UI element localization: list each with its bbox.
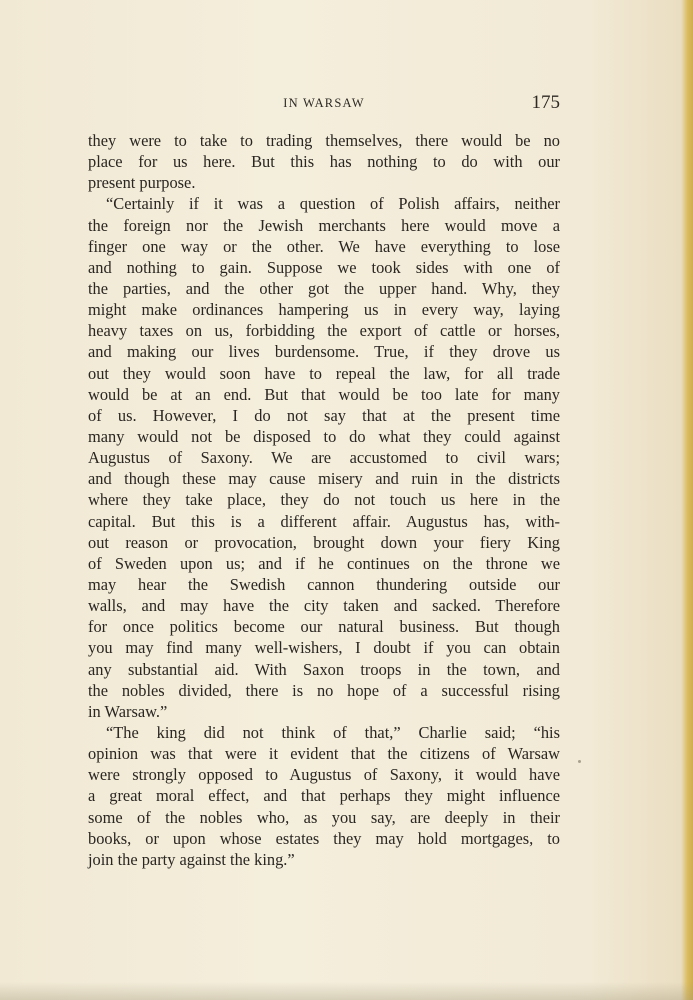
text-line: capital. But this is a different affair. Augustus has, with- — [88, 511, 560, 531]
text-line: a great moral effect, and that perhaps they might influence — [88, 786, 560, 806]
text-line: books, or upon whose estates they may hold mortgages, to — [88, 828, 560, 848]
page-number: 175 — [531, 92, 560, 113]
text-line: might make ordinances hampering us in every way, laying — [88, 300, 560, 320]
text-line: heavy taxes on us, forbidding the export of cattle or horses, — [88, 321, 560, 341]
text-line: finger one way or the other. We have everything to lose — [88, 236, 560, 256]
text-line: “The king did not think of that,” Charlie said; “his — [106, 722, 560, 742]
text-line: would be at an end. But that would be too late for many — [88, 384, 560, 404]
text-line: walls, and may have the city taken and sacked. Therefore — [88, 596, 560, 616]
text-line: out they would soon have to repeal the law, for all trade — [88, 363, 560, 383]
text-line: of Sweden upon us; and if he continues on the throne we — [88, 553, 560, 573]
text-line: where they take place, they do not touch us here in the — [88, 490, 560, 510]
text-line: “Certainly if it was a question of Polish affairs, neither — [106, 194, 560, 214]
text-line: for once politics become our natural business. But though — [88, 617, 560, 637]
text-line: any substantial aid. With Saxon troops in the town, and — [88, 659, 560, 679]
page-edge-gilt — [681, 0, 693, 1000]
text-line: of us. However, I do not say that at the present time — [88, 405, 560, 425]
text-line: join the party against the king.” — [88, 849, 295, 869]
text-line: were strongly opposed to Augustus of Saxony, it would have — [88, 765, 560, 785]
text-line: you may find many well-wishers, I doubt if you can obtain — [88, 638, 560, 658]
text-line: in Warsaw.” — [88, 701, 168, 721]
running-title: IN WARSAW — [283, 96, 365, 110]
page-bottom-shadow — [0, 982, 693, 1000]
text-line: and making our lives burdensome. True, if they drove us — [88, 342, 560, 362]
text-line: out reason or provocation, brought down your fiery King — [88, 532, 560, 552]
text-line: some of the nobles who, as you say, are deeply in their — [88, 807, 560, 827]
text-line: and though these may cause misery and ruin in the districts — [88, 469, 560, 489]
text-line: many would not be disposed to do what they could against — [88, 426, 560, 446]
running-head — [88, 92, 560, 116]
text-line: present purpose. — [88, 173, 196, 193]
text-line: the nobles divided, there is no hope of a successful rising — [88, 680, 560, 700]
text-line: the parties, and the other got the upper hand. Why, they — [88, 278, 560, 298]
text-line: Augustus of Saxony. We are accustomed to civil wars; — [88, 448, 560, 468]
text-line: opinion was that were it evident that the citizens of Warsaw — [88, 744, 560, 764]
text-line: place for us here. But this has nothing to do with our — [88, 152, 560, 172]
text-line: may hear the Swedish cannon thundering outside our — [88, 574, 560, 594]
stray-ink-dot — [578, 760, 581, 763]
text-line: they were to take to trading themselves, there would be no — [88, 131, 560, 150]
text-line: the foreign nor the Jewish merchants here would move a — [88, 215, 560, 235]
text-line: and nothing to gain. Suppose we took sides with one of — [88, 257, 560, 277]
body-text — [88, 130, 560, 870]
